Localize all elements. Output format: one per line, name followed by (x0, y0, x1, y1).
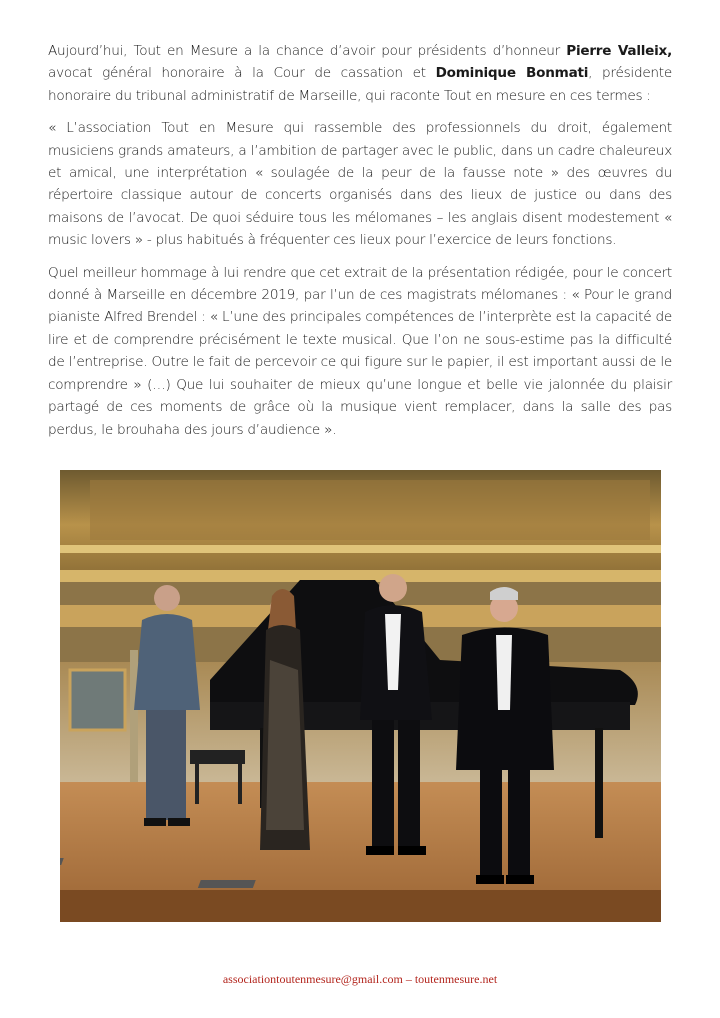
footer-contact[interactable]: associationtoutenmesure@gmail.com – toutenmesure.net (222, 972, 498, 986)
intro-paragraph (48, 40, 672, 107)
intro-text-3: , présidente honoraire du tribunal administratif de Marseille, qui raconte Tout en mesure en ces termes : (48, 65, 672, 104)
president-name-2: Dominique Bonmati (435, 65, 589, 82)
article-text (48, 40, 672, 451)
intro-text: Aujourd’hui, Tout en Mesure a la chance d’avoir pour présidents d’honneur (48, 43, 567, 59)
concert-photo (60, 470, 661, 922)
president-name-1: Pierre Valleix, (566, 43, 672, 59)
intro-text-2: avocat général honoraire à la Cour de cassation et (48, 65, 436, 82)
tribute-paragraph: Quel meilleur hommage à lui rendre que cet extrait de la présentation rédigée, pour le concert donné à Marseille en décembre 2019, par l’un de ces magistrats mélomanes : « Pour le grand pianiste Alfred Brendel : « L’une des principales compétences de l’interprète est la capacité de lire et de comprendre précisément le texte musical. Que l’on ne sous-estime pas la difficulté de l’entreprise. Outre le fait de percevoir ce qui figure sur le papier, il est important aussi de le comprendre » (…) Que lui souhaiter de mieux qu’une longue et belle vie jalonnée du plaisir partagé de ces moments de grâce où la musique vient remplacer, dans la salle des pas perdus, le brouhaha des jours d’audience ». (48, 264, 672, 438)
quote-paragraph: « L’association Tout en Mesure qui rassemble des professionnels du droit, également musiciens grands amateurs, a l’ambition de partager avec le public, dans un cadre chaleureux et amical, une interprétation « soulagée de la peur de la fausse note » des œuvres du répertoire classique autour de concerts organisés dans des lieux de justice ou dans des maisons de l’avocat. De quoi séduire tous les mélomanes – les anglais disent modestement « music lovers » - plus habitués à fréquenter ces lieux pour l’exercice de leurs fonctions. (48, 120, 672, 249)
